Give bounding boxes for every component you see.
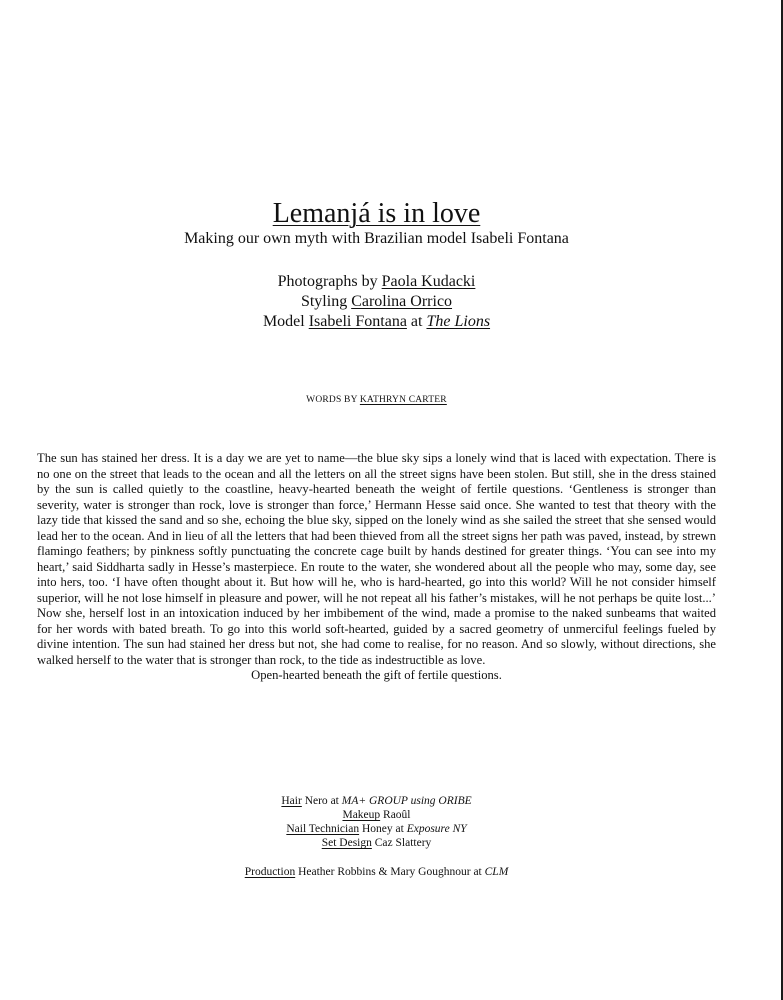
nail-technician-credit [0,822,753,836]
article-title: Lemanjá is in love [272,198,481,229]
hair-credit [0,794,753,808]
model-at: at [410,313,423,330]
styling-label: Styling [300,293,348,310]
styling-credit [0,292,753,312]
hair-name: Nero [304,795,328,807]
article-closing-line: Open-hearted beneath the gift of fertile questions. [251,668,502,682]
model-agency-link[interactable]: The Lions [426,313,491,330]
set-design-credit [0,836,753,850]
article-subtitle: Making our own myth with Brazilian model Isabeli Fontana [184,230,569,247]
nail-technician-name: Honey [361,823,393,835]
hair-agency: MA+ GROUP using ORIBE [341,795,472,807]
set-design-label[interactable]: Set Design [321,837,372,849]
nail-technician-at: at [395,823,404,835]
author-link[interactable]: KATHRYN CARTER [359,395,447,405]
model-credit [0,312,753,332]
makeup-label[interactable]: Makeup [342,809,381,821]
makeup-name: Raoûl [383,809,411,821]
photographer-link[interactable]: Paola Kudacki [381,273,476,290]
model-label: Model [262,313,305,330]
production-label[interactable]: Production [244,866,296,878]
production-credit [0,865,753,879]
nail-technician-agency: Exposure NY [406,823,467,835]
byline [0,394,753,406]
hair-label[interactable]: Hair [281,795,302,807]
article-body: The sun has stained her dress. It is a day we are yet to name—the blue sky sips a lonely wind that is laced with expectation. There is no one on the street that leads to the ocean and all the letters on all the street signs have been stolen. But still, she in the dress stained by the sun is called quietly to the coastline, heavy-hearted beneath the weight of fertile questions. ‘Gentleness is stronger than severity, water is stronger than rock, love is stronger than force,’ Hermann Hesse said once. She wanted to test that theory with the lazy tide that kissed the sand and so she, echoing the blue sky, sipped on the lonely wind as she sailed the street that she sensed would lead her to the ocean. And in lieu of all the letters that had been thieved from all the street signs her path was paved, instead, by strewn flamingo feathers; by pinkness softly punctuating the concrete cage built by hands destined for greater things. ‘You can see into my heart,’ said Siddharta sadly in Hesse’s masterpiece. En route to the water, she wondered about all the people who may, some day, see into hers, too. ‘I have often thought about it. But how will he, who is hard-hearted, go into this world? Will he not consider himself superior, will he not lose himself in pleasure and power, will he not repeat all his father’s mistakes, will he not perhaps be quite lost...’ Now she, herself lost in an intoxication induced by her imbibement of the wind, made a promise to the naked sunbeams that waited for her words with bated breath. To go into this world soft-hearted, guided by a sacred geometry of unmerciful feelings fueled by divine intention. The sun had stained her dress but not, she had come to realise, for no reason. And so slowly, without directions, she walked herself to the water that is stronger than rock, to the tide as indestructible as love. [37,451,716,667]
production-at: at [473,866,482,878]
team-credits [0,794,753,850]
set-design-name: Caz Slattery [374,837,432,849]
makeup-credit [0,808,753,822]
stylist-link[interactable]: Carolina Orrico [351,293,453,310]
photographs-label: Photographs by [277,273,378,290]
production-name: Heather Robbins & Mary Goughnour [298,866,471,878]
photo-credits [0,272,753,332]
photographs-credit [0,272,753,292]
model-link[interactable]: Isabeli Fontana [308,313,407,330]
hair-at: at [330,795,339,807]
production-agency: CLM [484,866,509,878]
byline-label: WORDS BY [306,395,358,405]
nail-technician-label[interactable]: Nail Technician [286,823,360,835]
